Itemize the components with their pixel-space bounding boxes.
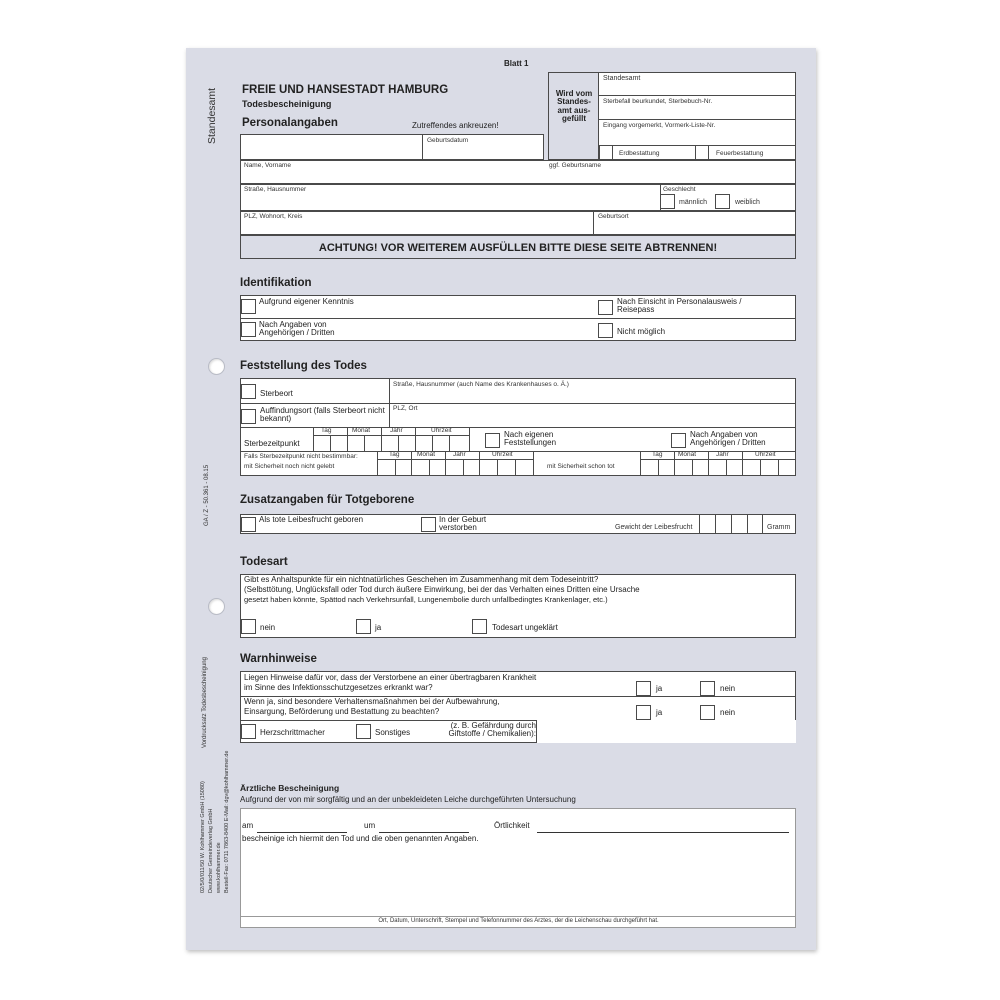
auffindungsort-checkbox[interactable]	[241, 409, 256, 424]
sterbeort-label: Sterbeort	[260, 389, 293, 398]
gewicht-label: Gewicht der Leibesfrucht	[615, 524, 693, 531]
warn-q2-nein-checkbox[interactable]	[700, 705, 715, 720]
feststellung-heading: Feststellung des Todes	[240, 360, 367, 372]
tote-leibesfrucht-checkbox[interactable]	[241, 517, 256, 532]
feststellung-box	[240, 378, 796, 476]
oertlichkeit-field[interactable]	[537, 832, 789, 833]
plz-ort-label: PLZ, Ort	[393, 405, 418, 412]
schon-tot-grid: Tag Monat Jahr Uhrzeit	[640, 451, 796, 476]
publisher-line-3: www.kohlhammer.de	[216, 842, 222, 893]
bescheinige-text: bescheinige ich hiermit den Tod und die oben genannten Angaben.	[242, 834, 479, 843]
doc-title: Todesbescheinigung	[242, 99, 332, 109]
geschlecht-label: Geschlecht	[663, 186, 696, 193]
todesart-box	[240, 574, 796, 638]
gramm-label: Gramm	[767, 524, 791, 531]
registry-standesamt: Standesamt	[603, 75, 641, 82]
warn-q2-nein-label: nein	[720, 708, 736, 717]
sheet-number: Blatt 1	[504, 59, 529, 68]
erdbestattung-label: Erdbestattung	[619, 150, 660, 157]
eigene-kenntnis-checkbox[interactable]	[241, 299, 256, 314]
sonstiges-input[interactable]	[536, 720, 796, 743]
personalausweis-label: Nach Einsicht in Personalausweis / Reisepass	[617, 297, 742, 315]
schon-tot-label: mit Sicherheit schon tot	[547, 463, 615, 470]
todesart-question-line1: Gibt es Anhaltspunkte für ein nichtnatürliches Geschehen im Zusammenhang mit dem Todeseintritt?	[244, 575, 599, 584]
todesart-ja-checkbox[interactable]	[356, 619, 371, 634]
weiblich-label: weiblich	[735, 199, 760, 206]
warn-q1-ja-label: ja	[656, 684, 663, 693]
warn-q1-ja-checkbox[interactable]	[636, 681, 651, 696]
maennlich-checkbox[interactable]	[660, 194, 675, 209]
todesart-question-line3: gesetzt haben könnte, Spättod nach Verkehrsunfall, Lungenembolie durch unfallbedingtes Krankenlager, etc.)	[244, 595, 608, 604]
name-row[interactable]	[240, 160, 796, 184]
nicht-gelebt-grid: Tag Monat Jahr Uhrzeit	[377, 451, 533, 476]
aerztlich-footer: Ort, Datum, Unterschrift, Stempel und Telefonnummer des Arztes, der die Leichenschau durchgeführt hat.	[378, 918, 659, 924]
warning-text: ACHTUNG! VOR WEITEREM AUSFÜLLEN BITTE DIESE SEITE ABTRENNEN!	[318, 242, 718, 254]
identifikation-box	[240, 295, 796, 341]
warning-banner	[240, 235, 796, 259]
strasse-krankenhaus-label: Straße, Hausnummer (auch Name des Krankenhauses o. Ä.)	[393, 381, 569, 388]
identifikation-heading: Identifikation	[240, 277, 312, 289]
plz-wohnort-label: PLZ, Wohnort, Kreis	[244, 213, 303, 220]
sonstiges-label: Sonstiges	[375, 728, 411, 737]
registry-sterbefall: Sterbefall beurkundet, Sterbebuch-Nr.	[603, 98, 713, 105]
aerztlich-box	[240, 808, 796, 928]
herzschrittmacher-checkbox[interactable]	[241, 724, 256, 739]
nicht-gelebt-label: mit Sicherheit noch nicht gelebt	[244, 463, 335, 470]
name-label: Name, Vorname	[244, 162, 291, 169]
nicht-bestimmbar-label: Falls Sterbezeitpunkt nicht bestimmbar:	[244, 453, 358, 460]
am-field[interactable]	[257, 832, 347, 833]
angaben-angehoerige-label: Nach Angaben von Angehörigen / Dritten	[259, 320, 335, 338]
publisher-line-4: Bestell-Fax: 0711 7863-8400 E-Mail: dgv@kohlhammer.de	[224, 750, 230, 893]
city-title: FREIE UND HANSESTADT HAMBURG	[242, 84, 449, 96]
nicht-moeglich-label: Nicht möglich	[617, 327, 666, 336]
aerztlich-intro: Aufgrund der von mir sorgfältig und an der unbekleideten Leiche durchgeführten Untersuchung	[240, 795, 576, 804]
geburt-verstorben-checkbox[interactable]	[421, 517, 436, 532]
warn-q2-ja-label: ja	[656, 708, 663, 717]
registry-box	[548, 72, 796, 160]
herzschrittmacher-label: Herzschrittmacher	[260, 728, 325, 737]
totgeborene-heading: Zusatzangaben für Totgeborene	[240, 494, 415, 506]
geburt-verstorben-label: In der Geburt verstorben	[439, 515, 487, 533]
form-code: GA / Z - 50.361 - 08.15	[204, 464, 210, 526]
todesart-ungeklaert-label: Todesart ungeklärt	[492, 623, 558, 632]
angaben-angehoerige-checkbox[interactable]	[241, 322, 256, 337]
todesart-nein-label: nein	[260, 623, 276, 632]
todesart-ja-label: ja	[375, 623, 382, 632]
vordruck-label: Vordrucksatz Todesbescheinigung	[202, 657, 208, 748]
oertlichkeit-label: Örtlichkeit	[494, 821, 530, 830]
warn-q2-line1: Wenn ja, sind besondere Verhaltensmaßnahmen bei der Aufbewahrung,	[244, 697, 500, 706]
totgeborene-box	[240, 514, 796, 534]
warn-q1-nein-checkbox[interactable]	[700, 681, 715, 696]
residence-row[interactable]	[240, 211, 796, 235]
angaben-dritte-checkbox[interactable]	[671, 433, 686, 448]
angaben-dritte-label: Nach Angaben von Angehörigen / Dritten	[690, 430, 766, 448]
registry-wird: Wird vom Standes- amt aus- gefüllt	[555, 89, 593, 124]
warn-q1-line1: Liegen Hinweise dafür vor, dass der Verstorbene an einer übertragbaren Krankheit	[244, 673, 537, 682]
sterbeort-checkbox[interactable]	[241, 384, 256, 399]
maennlich-label: männlich	[679, 199, 708, 206]
tote-leibesfrucht-label: Als tote Leibesfrucht geboren	[259, 515, 364, 524]
publisher-line-2: Deutscher Gemeindeverlag GmbH	[208, 808, 214, 893]
punch-hole-top	[208, 358, 225, 375]
feuerbestattung-label: Feuerbestattung	[716, 150, 764, 157]
um-field[interactable]	[379, 832, 469, 833]
am-label: am	[242, 821, 254, 830]
weiblich-checkbox[interactable]	[715, 194, 730, 209]
sterbezeit-grid: Tag Monat Jahr Uhrzeit	[313, 427, 469, 451]
warn-q2-ja-checkbox[interactable]	[636, 705, 651, 720]
signature-area[interactable]	[241, 847, 796, 915]
tick-hint: Zutreffendes ankreuzen!	[412, 121, 499, 130]
warn-q1-nein-label: nein	[720, 684, 736, 693]
erdbestattung-checkbox[interactable]	[599, 145, 613, 160]
registry-eingang: Eingang vorgemerkt, Vormerk-Liste-Nr.	[603, 122, 716, 129]
warn-q2-line2: Einsargung, Beförderung und Bestattung zu beachten?	[244, 707, 440, 716]
warnhinweise-heading: Warnhinweise	[240, 653, 317, 665]
todesart-nein-checkbox[interactable]	[241, 619, 256, 634]
birthdate-row	[240, 134, 544, 160]
todesart-heading: Todesart	[240, 556, 288, 568]
sonstiges-checkbox[interactable]	[356, 724, 371, 739]
feuerbestattung-checkbox[interactable]	[695, 145, 709, 160]
sterbezeitpunkt-label: Sterbezeitpunkt	[244, 439, 300, 448]
geburtsdatum-label: Geburtsdatum	[427, 137, 469, 144]
geburtsname-label: ggf. Geburtsname	[549, 162, 602, 169]
todesart-ungeklaert-checkbox[interactable]	[472, 619, 487, 634]
personal-heading: Personalangaben	[242, 117, 338, 129]
eigene-kenntnis-label: Aufgrund eigener Kenntnis	[259, 297, 354, 306]
side-label-standesamt: Standesamt	[206, 87, 218, 144]
um-label: um	[364, 821, 376, 830]
todesart-question-line2: (Selbsttötung, Unglücksfall oder Tod durch äußere Einwirkung, bei der das Verhalten eines Dritten eine Ursache	[244, 585, 640, 594]
geburtsort-label: Geburtsort	[598, 213, 629, 220]
aerztlich-heading: Ärztliche Bescheinigung	[240, 783, 340, 793]
publisher-line-1: 02/5/0/011/50 W. Kohlhammer GmbH (15080)	[200, 781, 206, 893]
personalausweis-checkbox[interactable]	[598, 300, 613, 315]
strasse-label: Straße, Hausnummer	[244, 186, 307, 193]
death-certificate-sheet	[186, 48, 816, 950]
gefaehrdung-label: (z. B. Gefährdung durch Giftstoffe / Chemikalien):	[448, 721, 536, 739]
nicht-moeglich-checkbox[interactable]	[598, 323, 613, 338]
address-row[interactable]	[240, 184, 796, 211]
warn-q1-line2: im Sinne des Infektionsschutzgesetzes erkrankt war?	[244, 683, 433, 692]
warnhinweise-box	[240, 671, 796, 743]
eigene-feststellungen-checkbox[interactable]	[485, 433, 500, 448]
punch-hole-bottom	[208, 598, 225, 615]
auffindungsort-label: Auffindungsort (falls Sterbeort nicht bekannt)	[260, 406, 385, 424]
eigene-feststellungen-label: Nach eigenen Feststellungen	[504, 430, 557, 448]
